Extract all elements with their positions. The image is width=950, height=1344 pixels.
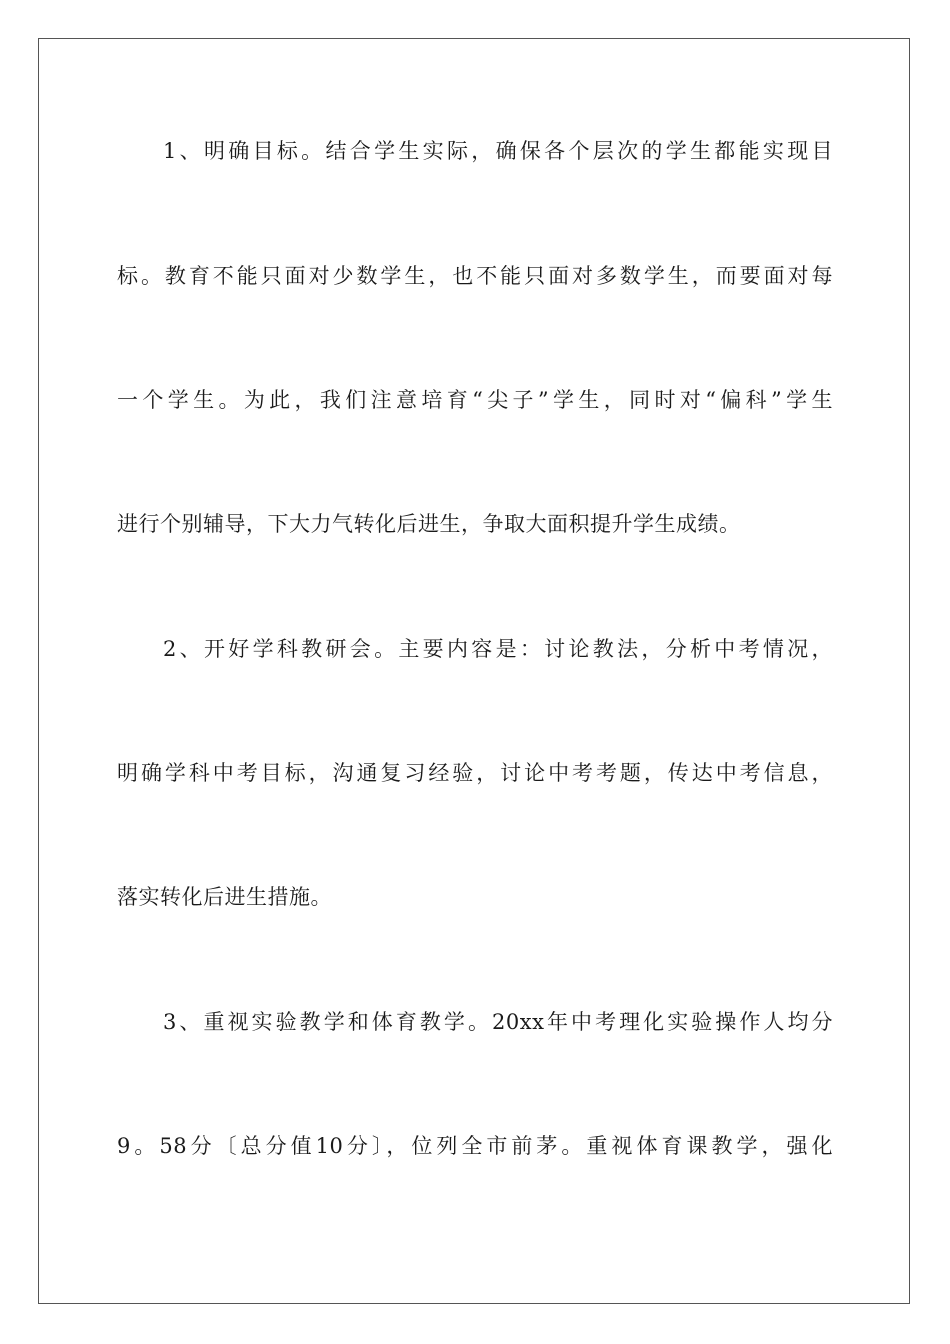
paragraph-2-line-1: 2、开好学科教研会。主要内容是：讨论教法，分析中考情况，	[163, 637, 833, 661]
paragraph-3-line-2: 9。58分〔总分值10分〕，位列全市前茅。重视体育课教学，强化	[117, 1134, 833, 1158]
paragraph-2-line-2: 明确学科中考目标，沟通复习经验，讨论中考考题，传达中考信息，	[117, 761, 833, 785]
paragraph-1-line-2: 标。教育不能只面对少数学生，也不能只面对多数学生，而要面对每	[117, 264, 833, 288]
paragraph-1-line-3: 一个学生。为此，我们注意培育“尖子”学生，同时对“偏科”学生	[117, 388, 833, 412]
page-frame	[38, 38, 910, 1304]
paragraph-2-line-3: 落实转化后进生措施。	[117, 885, 332, 909]
paragraph-1-line-4: 进行个别辅导，下大力气转化后进生，争取大面积提升学生成绩。	[117, 512, 741, 536]
paragraph-3-line-1: 3、重视实验教学和体育教学。20xx年中考理化实验操作人均分	[163, 1010, 833, 1034]
paragraph-1-line-1: 1、明确目标。结合学生实际，确保各个层次的学生都能实现目	[163, 139, 833, 163]
